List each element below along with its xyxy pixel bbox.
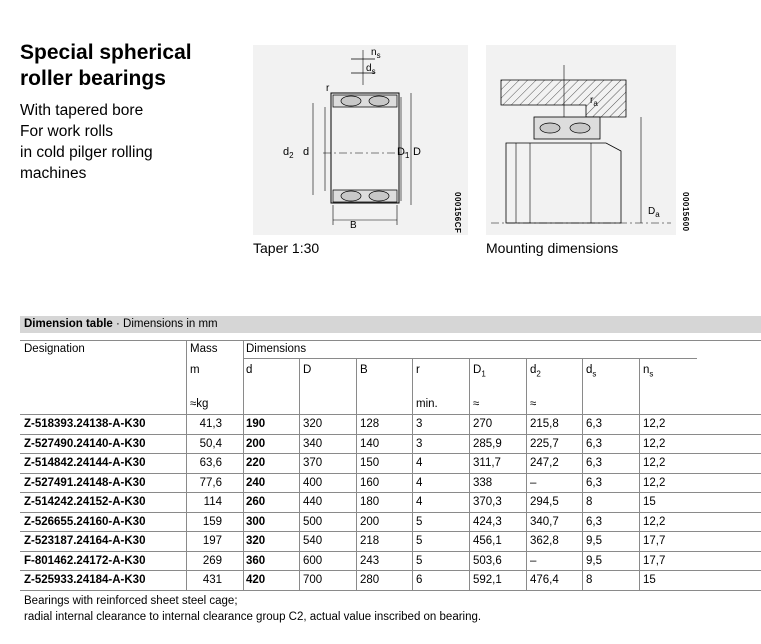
table-cell: 9,5 <box>586 554 602 567</box>
table-subtitle: · Dimensions in mm <box>112 318 218 330</box>
D1-label: $D_1$ <box>397 146 410 161</box>
subtitle-line: For work rolls <box>20 123 114 140</box>
table-row <box>20 532 761 551</box>
page-title: Special spherical roller bearings <box>20 41 192 90</box>
table-cell: 370,3 <box>473 496 502 508</box>
table-cell: 600 <box>303 554 323 567</box>
table-cell: 160 <box>360 476 380 489</box>
footnote-line: radial internal clearance to internal clearance group C2, actual value inscribed on bearing. <box>24 611 482 623</box>
table-title-bar <box>20 316 761 333</box>
table-cell: 270 <box>473 418 493 430</box>
table-cell: Z-527491.24148-A-K30 <box>24 476 146 489</box>
table-cell: 140 <box>360 437 380 450</box>
subtitle-line: machines <box>20 165 87 182</box>
table-cell: 17,7 <box>643 554 666 567</box>
table-cell: 400 <box>303 476 323 489</box>
table-cell: 320 <box>246 535 266 547</box>
table-cell: 476,4 <box>530 574 559 586</box>
table-cell: 300 <box>246 515 266 528</box>
grid-line <box>20 473 761 474</box>
D-label: D <box>413 146 421 158</box>
col-B: B <box>360 364 368 376</box>
table-cell: 340,7 <box>530 515 559 528</box>
grid-line <box>20 570 761 571</box>
footnote-line: Bearings with reinforced sheet steel cage; <box>24 595 238 607</box>
table-cell: 150 <box>360 457 380 469</box>
table-cell: 225,7 <box>530 437 559 450</box>
col-kg: ≈kg <box>190 398 209 410</box>
table-cell: 5 <box>416 515 423 528</box>
table-cell: 456,1 <box>473 535 502 547</box>
col-d2: $d_2$ <box>530 364 541 379</box>
table-row <box>20 513 761 532</box>
table-row <box>20 415 761 434</box>
col-D1: $D_1$ <box>473 364 486 379</box>
table-cell: Z-523187.24164-A-K30 <box>24 535 146 547</box>
table-row <box>20 474 761 493</box>
B-label: B <box>350 220 357 231</box>
col-d2-approx: ≈ <box>530 398 537 410</box>
table-cell: Z-526655.24160-A-K30 <box>24 515 146 528</box>
table-cell: 4 <box>416 457 423 469</box>
table-cell: 197 <box>202 535 222 547</box>
table-cell: 190 <box>246 418 266 430</box>
table-cell: 311,7 <box>473 457 501 469</box>
table-cell: 180 <box>360 496 380 508</box>
subtitle-line: With tapered bore <box>20 102 144 119</box>
table-cell: 12,2 <box>643 437 666 450</box>
table-cell: 338 <box>473 476 493 489</box>
table-cell: 370 <box>303 457 323 469</box>
table-cell: 128 <box>360 418 380 430</box>
grid-line <box>20 492 761 493</box>
col-r: r <box>416 364 420 376</box>
table-cell: 6,3 <box>586 418 602 430</box>
r-label: r <box>326 83 330 94</box>
ns-label: $n_s$ <box>371 47 381 60</box>
table-cell: Z-525933.24184-A-K30 <box>24 574 146 586</box>
table-cell: 4 <box>416 496 423 508</box>
table-cell: 500 <box>303 515 323 528</box>
table-cell: 6,3 <box>586 476 602 489</box>
table-cell: 700 <box>303 574 323 586</box>
table-cell: 215,8 <box>530 418 559 430</box>
table-footnote <box>24 593 754 625</box>
table-cell: 6,3 <box>586 457 602 469</box>
col-ns: $n_s$ <box>643 364 654 379</box>
grid-line <box>20 414 761 415</box>
grid-line <box>20 531 761 532</box>
table-cell: 6,3 <box>586 515 602 528</box>
col-dimensions: Dimensions <box>246 343 307 355</box>
table-cell: 320 <box>303 418 323 430</box>
figure-caption: Taper 1:30 <box>253 240 320 256</box>
grid-line <box>20 590 761 591</box>
table-cell: 6 <box>416 574 423 586</box>
table-cell: Z-514842.24144-A-K30 <box>24 457 146 469</box>
table-cell: 159 <box>202 515 222 528</box>
ds-label: $d_s$ <box>366 63 376 76</box>
grid-line <box>20 512 761 513</box>
grid-line <box>20 434 761 435</box>
grid-line <box>20 551 761 552</box>
table-cell: 240 <box>246 476 266 489</box>
col-D1-approx: ≈ <box>473 398 480 410</box>
table-cell: 9,5 <box>586 535 602 547</box>
table-cell: 5 <box>416 535 423 547</box>
table-cell: 50,4 <box>199 437 222 450</box>
table-cell: 260 <box>246 496 266 508</box>
table-cell: F-801462.24172-A-K30 <box>24 554 146 567</box>
table-cell: 503,6 <box>473 554 502 567</box>
col-D: D <box>303 364 312 376</box>
d-label: d <box>303 146 310 158</box>
table-cell: 247,2 <box>530 457 559 469</box>
table-cell: 424,3 <box>473 515 502 528</box>
table-cell: 294,5 <box>530 496 559 508</box>
table-cell: 8 <box>586 574 593 586</box>
col-d: d <box>246 364 253 376</box>
table-cell: 431 <box>202 574 222 586</box>
table-title: Dimension table <box>24 318 113 330</box>
table-cell: 12,2 <box>643 476 666 489</box>
table-cell: 285,9 <box>473 437 502 450</box>
table-row <box>20 493 761 512</box>
col-mass: Mass <box>190 343 218 355</box>
figure-code: 000156CF <box>453 192 462 234</box>
table-cell: 280 <box>360 574 380 586</box>
table-cell: 8 <box>586 496 593 508</box>
table-cell: 440 <box>303 496 323 508</box>
subtitle-line: in cold pilger rolling <box>20 144 153 161</box>
table-row <box>20 435 761 454</box>
d2-label: $d_2$ <box>283 146 294 161</box>
col-r-min: min. <box>416 398 438 410</box>
table-cell: – <box>530 554 537 567</box>
ra-label: $r_a$ <box>590 95 598 108</box>
table-cell: 4 <box>416 476 423 489</box>
table-cell: 200 <box>246 437 266 450</box>
table-cell: 340 <box>303 437 323 450</box>
table-cell: 12,2 <box>643 418 666 430</box>
table-cell: 41,3 <box>199 418 222 430</box>
table-cell: 114 <box>203 496 222 508</box>
grid-line <box>20 340 761 341</box>
table-cell: 269 <box>202 554 222 567</box>
table-cell: 12,2 <box>643 457 666 469</box>
table-cell: 420 <box>246 574 266 586</box>
table-cell: 3 <box>416 418 423 430</box>
table-cell: 3 <box>416 437 423 450</box>
table-cell: Z-514242.24152-A-K30 <box>24 496 146 508</box>
table-cell: 362,8 <box>530 535 559 547</box>
table-cell: 12,2 <box>643 515 666 528</box>
table-cell: 220 <box>246 457 266 469</box>
table-cell: 77,6 <box>199 476 222 489</box>
table-cell: 540 <box>303 535 323 547</box>
col-m: m <box>190 364 200 376</box>
table-cell: Z-527490.24140-A-K30 <box>24 437 146 450</box>
page-subtitle <box>20 100 153 184</box>
table-cell: 243 <box>360 554 380 567</box>
grid-line <box>20 453 761 454</box>
figure-code: 00015600 <box>681 192 690 232</box>
table-cell: 5 <box>416 554 423 567</box>
table-cell: 200 <box>360 515 380 528</box>
table-row <box>20 552 761 571</box>
bearing-section-drawing <box>253 45 468 235</box>
col-designation: Designation <box>24 343 85 355</box>
table-cell: 592,1 <box>473 574 502 586</box>
table-cell: 360 <box>246 554 266 567</box>
Da-label: $D_a$ <box>648 206 660 219</box>
table-cell: 63,6 <box>199 457 222 469</box>
table-cell: – <box>530 476 537 489</box>
grid-line <box>243 358 697 359</box>
table-row <box>20 571 761 590</box>
table-cell: 17,7 <box>643 535 666 547</box>
table-cell: 218 <box>360 535 380 547</box>
table-cell: 15 <box>643 496 656 508</box>
table-row <box>20 454 761 473</box>
table-cell: Z-518393.24138-A-K30 <box>24 418 146 430</box>
table-cell: 15 <box>643 574 656 586</box>
col-ds: $d_s$ <box>586 364 597 379</box>
table-cell: 6,3 <box>586 437 602 450</box>
figure-caption: Mounting dimensions <box>486 240 619 256</box>
